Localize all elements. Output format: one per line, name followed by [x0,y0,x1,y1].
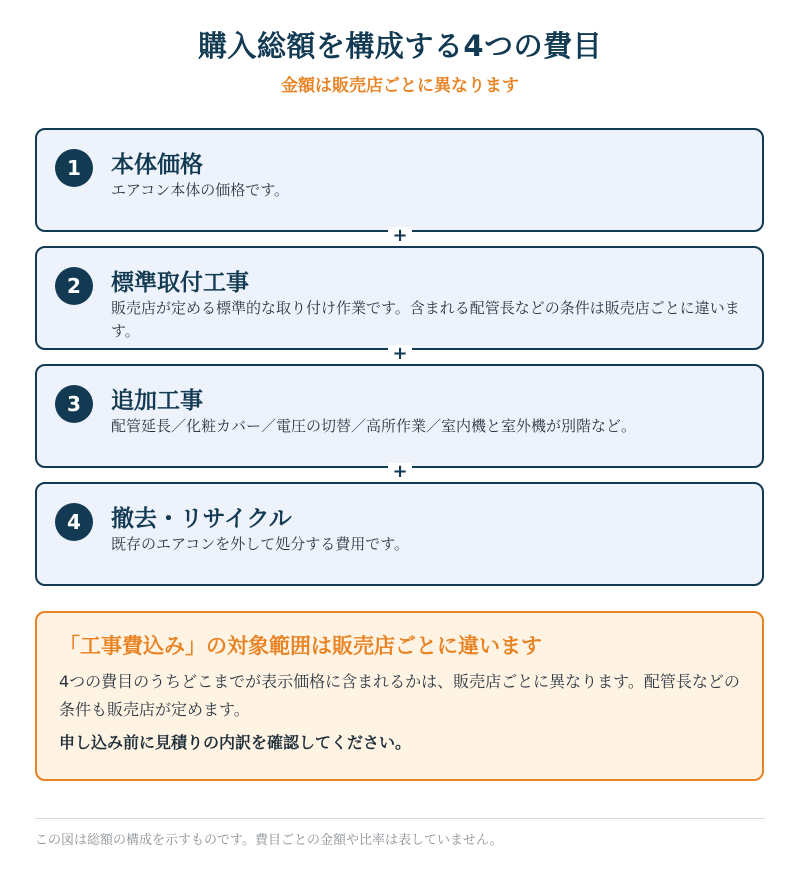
page-subtitle: 金額は販売店ごとに異なります [281,76,519,96]
step-title: 追加工事 [111,388,203,414]
step-title: 撤去・リサイクル [111,506,292,532]
footer-divider [35,818,765,819]
step-card-3 [35,364,764,468]
step-description: 配管延長／化粧カバー／電圧の切替／高所作業／室内機と室外機が別階など。 [111,417,637,435]
step-card-4 [35,482,764,586]
page-title: 購入総額を構成する4つの費目 [197,29,603,63]
step-description: 既存のエアコンを外して処分する費用です。 [111,535,410,553]
step-card-1 [35,128,764,232]
plus-connector: + [388,463,412,481]
footnote: この図は総額の構成を示すものです。費目ごとの金額や比率は表していません。 [35,833,503,848]
step-title: 標準取付工事 [111,270,249,296]
plus-connector: + [388,227,412,245]
step-description: 販売店が定める標準的な取り付け作業です。含まれる配管長などの条件は販売店ごとに違います。 [111,299,740,340]
notice-title: 「工事費込み」の対象範囲は販売店ごとに違います [59,634,542,658]
step-number-badge: 1 [55,149,93,187]
step-card-2 [35,246,764,350]
plus-connector: + [388,345,412,363]
step-number-badge: 3 [55,385,93,423]
notice-box [35,611,764,781]
step-number-badge: 2 [55,267,93,305]
notice-body: 4つの費目のうちどこまでが表示価格に含まれるかは、販売店ごとに異なります。配管長などの条件も販売店が定めます。 [59,672,740,719]
notice-emphasis: 申し込み前に見積りの内訳を確認してください。 [59,733,412,752]
step-description: エアコン本体の価格です。 [111,181,290,199]
step-title: 本体価格 [111,152,203,178]
step-number-badge: 4 [55,503,93,541]
